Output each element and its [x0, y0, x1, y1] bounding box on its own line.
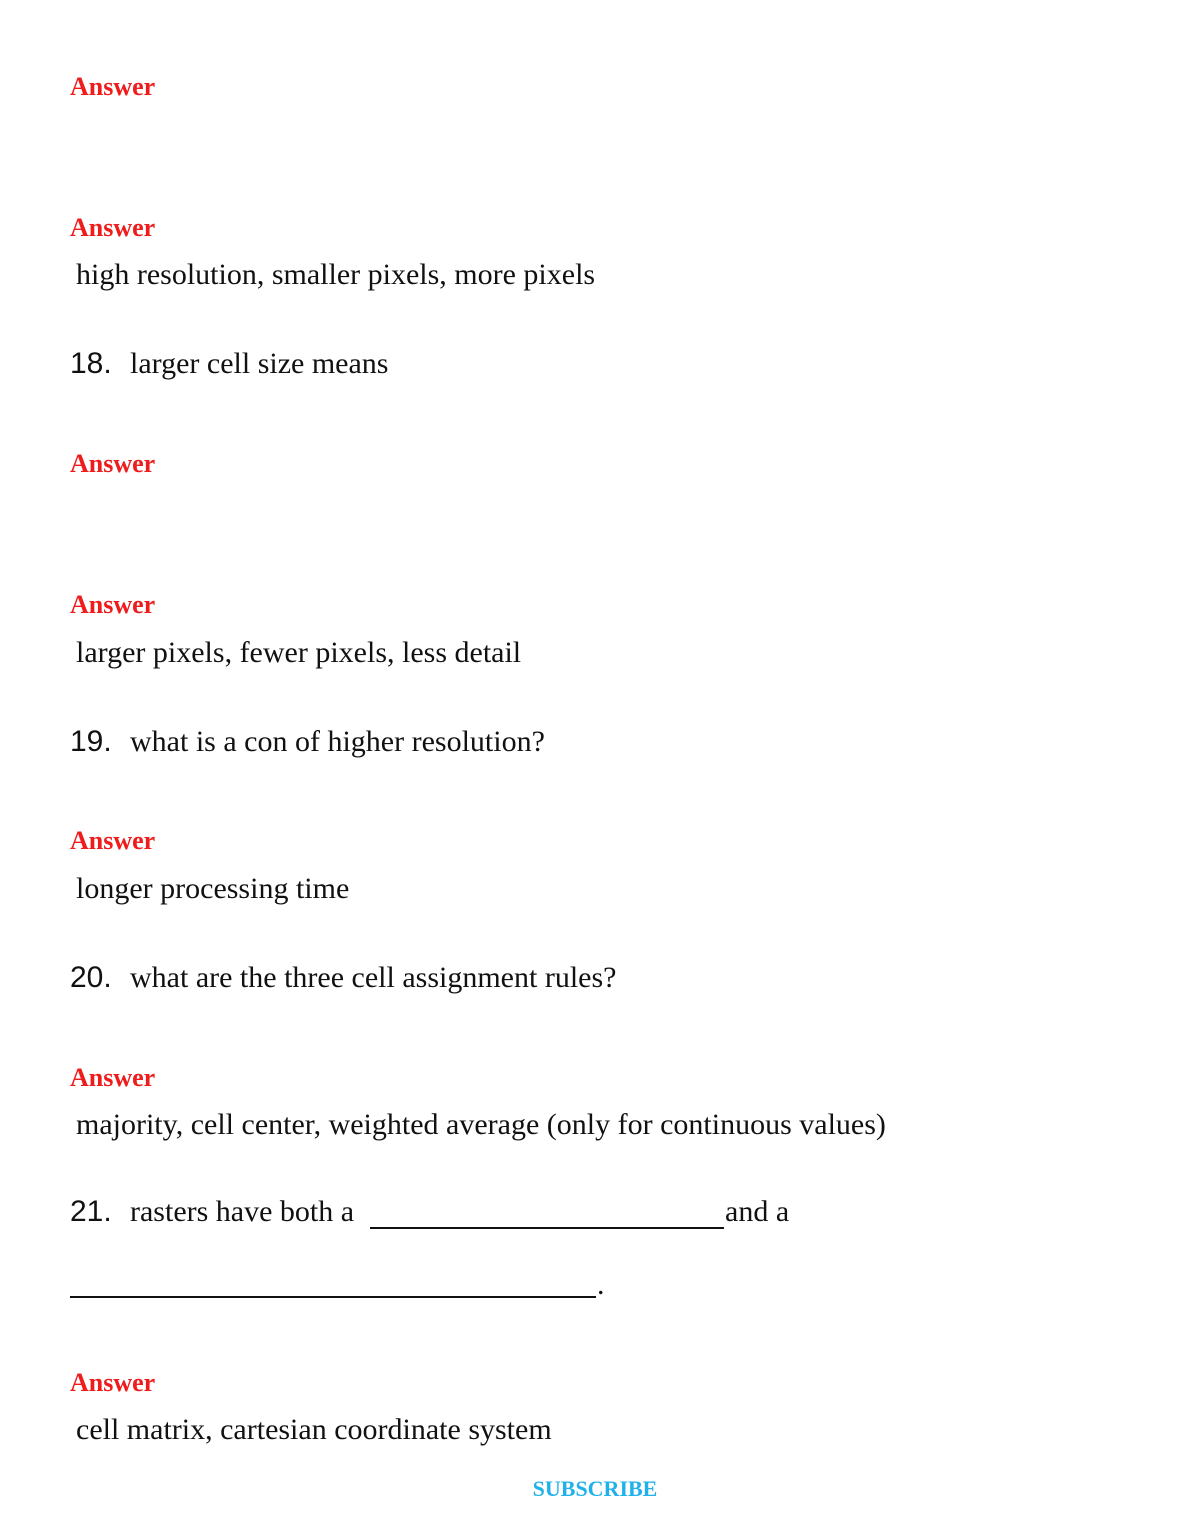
answer-text: larger pixels, fewer pixels, less detail [76, 636, 522, 669]
answer-text: majority, cell center, weighted average (only for continuous values) [76, 1108, 886, 1141]
answer-label: Answer [70, 72, 156, 101]
answer-label: Answer [70, 449, 156, 478]
question-number: 19. [70, 725, 112, 758]
question-text: larger cell size means [130, 347, 389, 380]
answer-text: high resolution, smaller pixels, more pixels [76, 258, 596, 291]
question-number: 21. [70, 1195, 112, 1228]
answer-label: Answer [70, 213, 156, 242]
answer-label: Answer [70, 1368, 156, 1397]
question-text-end: . [597, 1268, 605, 1301]
answer-label: Answer [70, 1063, 156, 1092]
answer-label: Answer [70, 826, 156, 855]
question-text: rasters have both a [130, 1195, 355, 1228]
question-text: what are the three cell assignment rules? [130, 961, 617, 994]
question-text-continued: and a [725, 1195, 790, 1228]
answer-text: longer processing time [76, 872, 350, 905]
subscribe-link[interactable]: SUBSCRIBE [532, 1476, 658, 1501]
answer-label: Answer [70, 590, 156, 619]
fill-in-blank-2 [70, 1296, 596, 1298]
question-text: what is a con of higher resolution? [130, 725, 545, 758]
question-number: 18. [70, 347, 112, 380]
fill-in-blank-1 [370, 1227, 724, 1229]
question-number: 20. [70, 961, 112, 994]
answer-text: cell matrix, cartesian coordinate system [76, 1413, 552, 1446]
